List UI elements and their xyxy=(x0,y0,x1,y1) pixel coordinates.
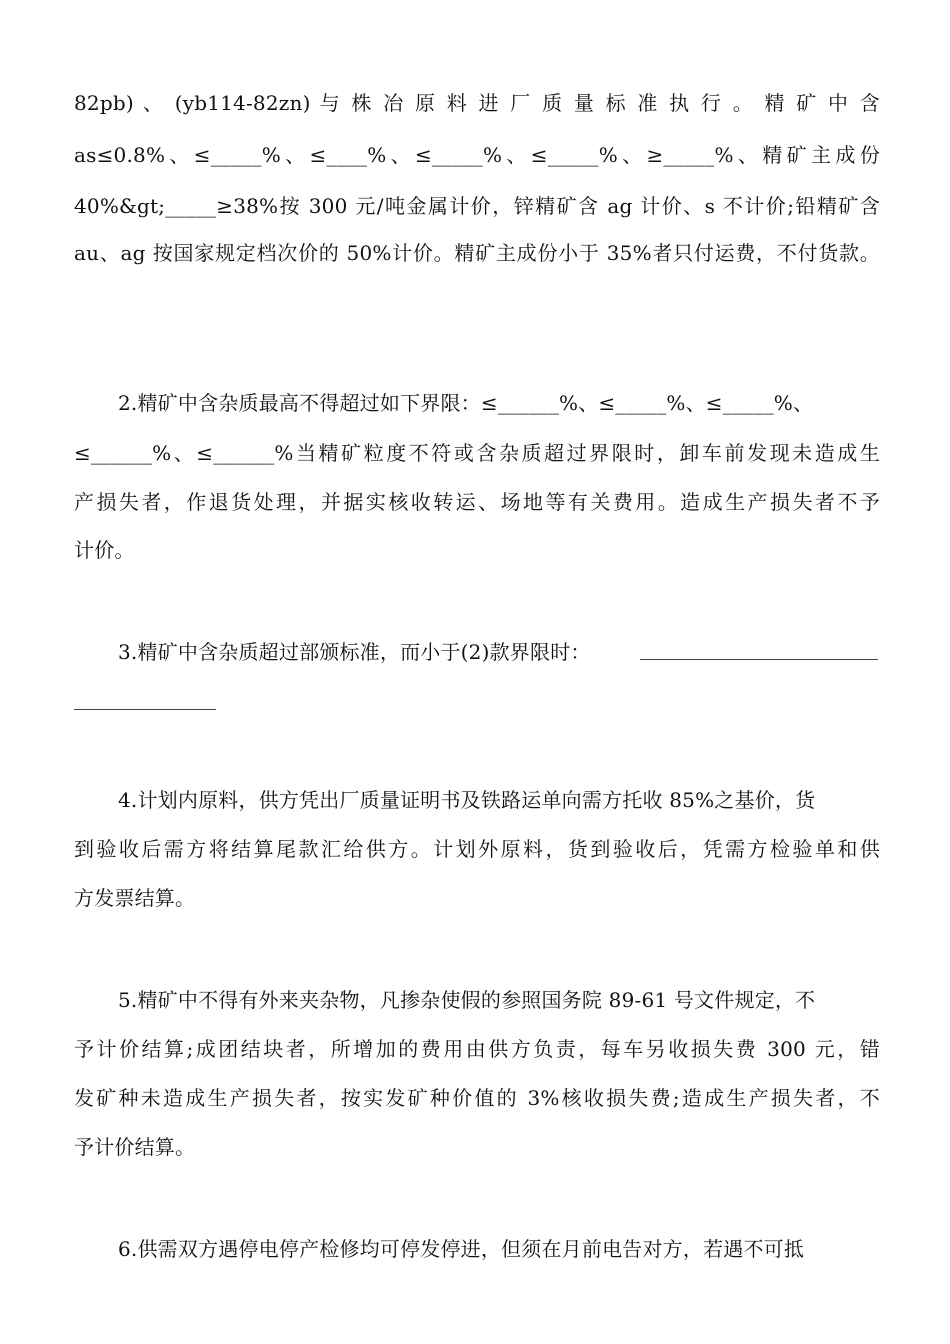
paragraph-4-line-2: 到验收后需方将结算尾款汇给供方。计划外原料，货到验收后，凭需方检验单和供 xyxy=(74,837,880,861)
paragraph-1-line-3: 40%&gt;_____≥38%按 300 元/吨金属计价，锌精矿含 ag 计价、s 不计价;铅精矿含 xyxy=(74,194,880,218)
paragraph-2-line-1: 2.精矿中含杂质最高不得超过如下界限：≤______%、≤_____%、≤_____%、 xyxy=(118,391,814,415)
paragraph-2-line-2: ≤______%、≤______%当精矿粒度不符或含杂质超过界限时，卸车前发现未造成生 xyxy=(74,441,880,465)
paragraph-1-line-1: 82pb) 、 (yb114-82zn) 与 株 冶 原 料 进 厂 质 量 标 准 执 行 。 精 矿 中 含 xyxy=(74,91,880,115)
paragraph-5-line-3: 发矿种未造成生产损失者，按实发矿种价值的 3%核收损失费;造成生产损失者，不 xyxy=(74,1086,880,1110)
paragraph-2-line-4: 计价。 xyxy=(74,538,135,562)
paragraph-5-line-2: 予计价结算;成团结块者，所增加的费用由供方负责，每车另收损失费 300 元，错 xyxy=(74,1037,880,1061)
paragraph-1-line-2: as≤0.8%、≤_____%、≤____%、≤_____%、≤_____%、≥_____%、精矿主成份 xyxy=(74,143,880,167)
paragraph-6-line-1: 6.供需双方遇停电停产检修均可停发停进，但须在月前电告对方，若遇不可抵 xyxy=(118,1237,805,1261)
paragraph-5-line-4: 予计价结算。 xyxy=(74,1135,196,1159)
paragraph-1-line-4: au、ag 按国家规定档次价的 50%计价。精矿主成份小于 35%者只付运费，不付货款。 xyxy=(74,241,880,265)
blank-line-2 xyxy=(74,709,216,710)
paragraph-3-line-1: 3.精矿中含杂质超过部颁标准，而小于(2)款界限时： xyxy=(118,640,591,664)
paragraph-4-line-3: 方发票结算。 xyxy=(74,886,196,910)
paragraph-2-line-3: 产损失者，作退货处理，并据实核收转运、场地等有关费用。造成生产损失者不予 xyxy=(74,490,880,514)
paragraph-4-line-1: 4.计划内原料，供方凭出厂质量证明书及铁路运单向需方托收 85%之基价，货 xyxy=(118,788,816,812)
blank-line-1 xyxy=(640,659,878,660)
paragraph-5-line-1: 5.精矿中不得有外来夹杂物，凡掺杂使假的参照国务院 89-61 号文件规定，不 xyxy=(118,988,816,1012)
